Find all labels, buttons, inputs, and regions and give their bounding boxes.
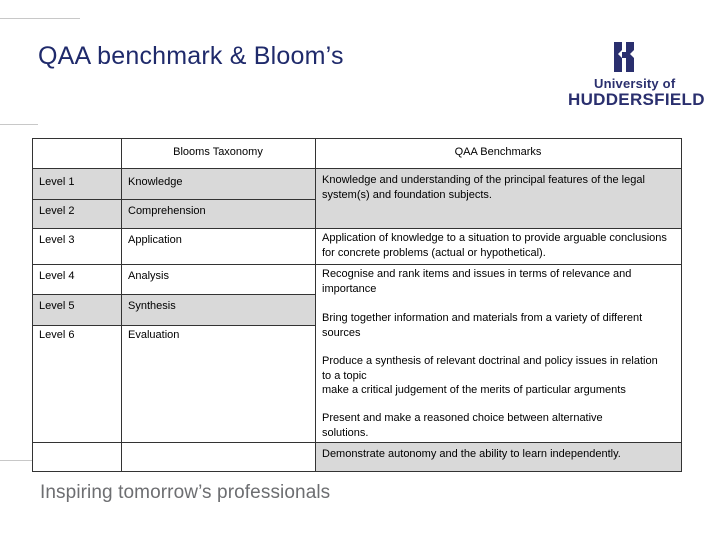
logo-line2: HUDDERSFIELD — [568, 90, 705, 109]
level-6-label: Level 6 — [39, 329, 75, 341]
slide-title: QAA benchmark & Bloom’s — [38, 42, 344, 70]
university-crest-icon — [610, 40, 638, 74]
level-4-label: Level 4 — [39, 270, 75, 282]
qaa-benchmark-3: Recognise and rank items and issues in terms of relevance and importance — [322, 268, 632, 295]
level-2-label: Level 2 — [39, 205, 75, 217]
level-4-skill: Analysis — [128, 270, 169, 282]
level-3-skill: Application — [128, 234, 182, 246]
qaa-benchmark-7: Present and make a reasoned choice between alternative solutions. — [322, 412, 603, 439]
level-6-skill: Evaluation — [128, 329, 180, 341]
level-1-label: Level 1 — [39, 176, 75, 188]
row-line-7 — [33, 442, 681, 443]
qaa-benchmark-6: make a critical judgement of the merits of particular arguments — [322, 384, 626, 396]
qaa-benchmark-5: Produce a synthesis of relevant doctrinal and policy issues in relation to a topic — [322, 355, 658, 382]
level-5-label: Level 5 — [39, 300, 75, 312]
qaa-benchmark-1: Knowledge and understanding of the principal features of the legal system(s) and foundation subjects. — [322, 174, 645, 201]
qaa-benchmark-8: Demonstrate autonomy and the ability to learn independently. — [322, 448, 621, 460]
qaa-benchmark-2: Application of knowledge to a situation to provide arguable conclusions for concrete problems (actual or hypothetical). — [322, 232, 667, 259]
benchmark-table — [32, 138, 682, 472]
col-line-2 — [315, 139, 316, 471]
top-rule — [0, 18, 80, 19]
mid-rule — [0, 124, 38, 125]
level-1-skill: Knowledge — [128, 176, 183, 188]
university-logo — [566, 40, 705, 110]
header-qaa: QAA Benchmarks — [454, 146, 542, 158]
level-3-label: Level 3 — [39, 234, 75, 246]
logo-line1: University of — [594, 76, 676, 91]
slide-footer: Inspiring tomorrow’s professionals — [40, 482, 331, 503]
header-blooms: Blooms Taxonomy — [173, 146, 263, 158]
qaa-benchmark-4: Bring together information and materials from a variety of different sources — [322, 312, 643, 339]
level-5-skill: Synthesis — [128, 300, 176, 312]
level-2-skill: Comprehension — [128, 205, 206, 217]
